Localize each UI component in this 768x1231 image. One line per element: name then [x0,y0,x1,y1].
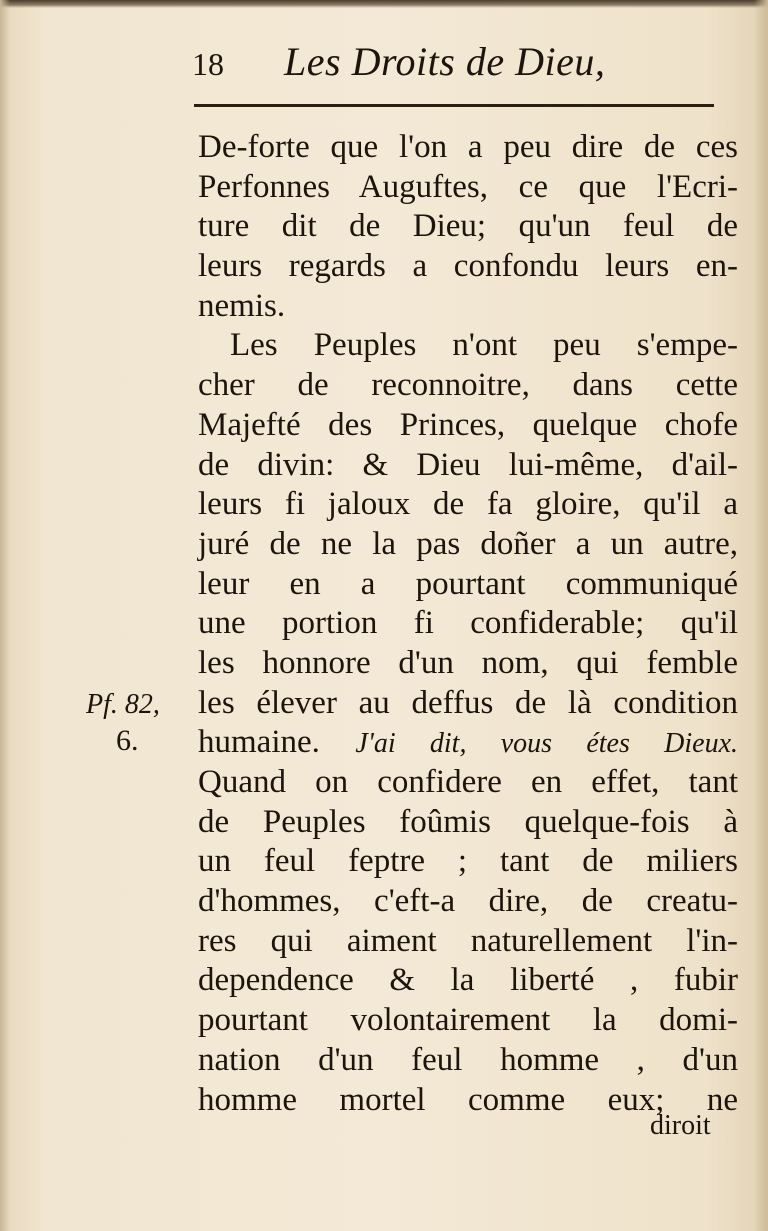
page-right-edge [754,0,768,1231]
text-line: un feul feptre ; tant de miliers [198,843,738,880]
text-line: Majefté des Princes, quelque chofe [198,406,738,443]
page-header [192,38,712,98]
text-line: pourtant volontairement la domi- [198,1002,738,1039]
text-line: de Peuples foûmis quelque-fois à [198,803,738,840]
text-line: une portion fi confiderable; qu'il [198,605,738,642]
text-line-with-quote [198,723,738,763]
page-left-edge [0,0,10,1231]
scripture-quote: J'ai dit, vous étes Dieux. [355,728,738,760]
text-line: cher de reconnoitre, dans cette [198,367,738,404]
text-line: juré de ne la pas doñer a un autre, [198,525,738,562]
reference-verse: 6. [116,724,139,757]
margin-reference [86,687,160,759]
running-title: Les Droits de Dieu, [284,39,606,84]
page-number: 18 [192,46,224,82]
text-line: les honnore d'un nom, qui femble [198,644,738,681]
text-line: les élever au deffus de là condition [198,684,738,721]
text-line: humaine. [198,724,320,761]
text-line: Perfonnes Auguftes, ce que l'Ecri- [198,168,738,205]
text-line: de divin: & Dieu lui-même, d'ail- [198,446,738,483]
header-rule [194,104,714,107]
text-line: leurs regards a confondu leurs en- [198,248,738,285]
text-line: leur en a pourtant communiqué [198,565,738,602]
text-line: Quand on confidere en effet, tant [198,764,738,800]
page-top-edge [0,0,768,8]
text-line: nemis. [198,287,286,324]
reference-source: Pf. 82, [86,689,160,720]
body-text [198,128,738,1120]
text-line: nation d'un feul homme , d'un [198,1041,738,1078]
text-line: Les Peuples n'ont peu s'empe- [230,327,738,364]
text-line: leurs fi jaloux de fa gloire, qu'il a [198,486,738,523]
text-line: dependence & la liberté , fubir [198,962,738,999]
text-line: res qui aiment naturellement l'in- [198,922,738,959]
catchword: diroit [650,1110,711,1141]
text-line: d'hommes, c'eft-a dire, de creatu- [198,883,738,920]
text-line: ture dit de Dieu; qu'un feul de [198,208,738,245]
text-line: homme mortel comme eux; ne [198,1081,738,1118]
text-line: De-forte que l'on a peu dire de ces [198,129,738,165]
